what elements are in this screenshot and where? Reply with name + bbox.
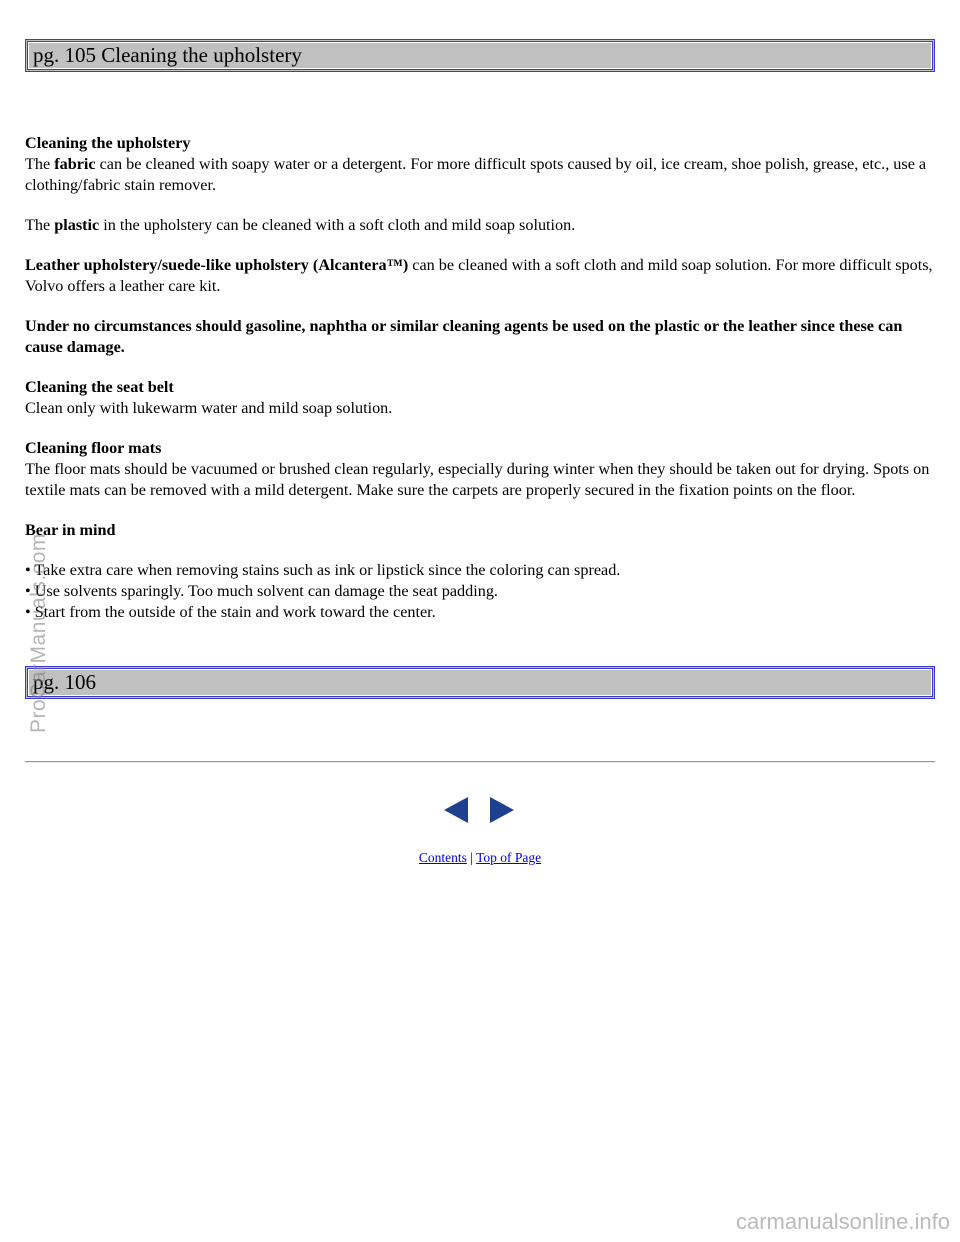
page-banner-105	[25, 39, 935, 72]
seat-belt-section	[25, 377, 937, 419]
bear-in-mind-heading: Bear in mind	[25, 521, 116, 539]
plastic-text: in the upholstery can be cleaned with a soft cloth and mild soap solution.	[99, 216, 576, 234]
next-page-title: pg. 106	[33, 670, 96, 694]
plastic-bold: plastic	[54, 216, 100, 234]
leather-bold: Leather upholstery/suede-like upholstery (Alcantera™)	[25, 256, 409, 274]
bear-in-mind-heading-paragraph	[25, 520, 937, 541]
upholstery-heading: Cleaning the upholstery	[25, 134, 191, 152]
horizontal-divider	[25, 761, 935, 763]
list-item: • Use solvents sparingly. Too much solvent can damage the seat padding.	[25, 582, 498, 600]
floor-mats-section	[25, 438, 937, 501]
bear-in-mind-list	[25, 560, 937, 623]
main-content	[25, 133, 937, 623]
fabric-bold: fabric	[54, 155, 96, 173]
fabric-text: can be cleaned with soapy water or a detergent. For more difficult spots caused by oil, ice cream, shoe polish, grease, etc., use a clothing/fabric stain remover.	[25, 155, 927, 194]
previous-page-button[interactable]	[443, 796, 469, 824]
list-item: • Start from the outside of the stain and work toward the center.	[25, 603, 436, 621]
top-of-page-link[interactable]: Top of Page	[476, 850, 542, 865]
footer-links	[0, 850, 960, 866]
page-title: pg. 105 Cleaning the upholstery	[33, 43, 302, 67]
seat-belt-text: Clean only with lukewarm water and mild soap solution.	[25, 399, 393, 417]
watermark-carmanualsonline: carmanualsonline.info	[735, 1209, 950, 1234]
plastic-paragraph	[25, 215, 937, 236]
next-page-button[interactable]	[489, 796, 515, 824]
left-arrow-icon	[443, 796, 469, 824]
leather-text: can be cleaned with a soft cloth and mild soap solution. For more difficult spots, Volvo offers a leather care kit.	[25, 256, 933, 295]
link-separator: |	[470, 850, 473, 865]
right-arrow-icon	[489, 796, 515, 824]
contents-link[interactable]: Contents	[418, 850, 467, 865]
floor-mats-text: The floor mats should be vacuumed or brushed clean regularly, especially during winter when they should be taken out for drying. Spots on textile mats can be removed with a mild detergent. Make sure the carpets are properly secured in the fixation points on the floor.	[25, 460, 930, 499]
list-item: • Take extra care when removing stains such as ink or lipstick since the coloring can spread.	[25, 561, 621, 579]
plastic-pre: The	[25, 216, 55, 234]
upholstery-section	[25, 133, 937, 196]
watermark-procarmanuals: ProCarManuals.com	[27, 533, 50, 733]
page-navigation	[443, 796, 517, 824]
fabric-pre: The	[25, 155, 55, 173]
warning-text: Under no circumstances should gasoline, naphtha or similar cleaning agents be used on the plastic or the leather since these can cause damage.	[25, 317, 903, 356]
warning-paragraph	[25, 316, 937, 358]
page-banner-106	[25, 666, 935, 699]
seat-belt-heading: Cleaning the seat belt	[25, 378, 174, 396]
leather-paragraph	[25, 255, 937, 297]
floor-mats-heading: Cleaning floor mats	[25, 439, 162, 457]
